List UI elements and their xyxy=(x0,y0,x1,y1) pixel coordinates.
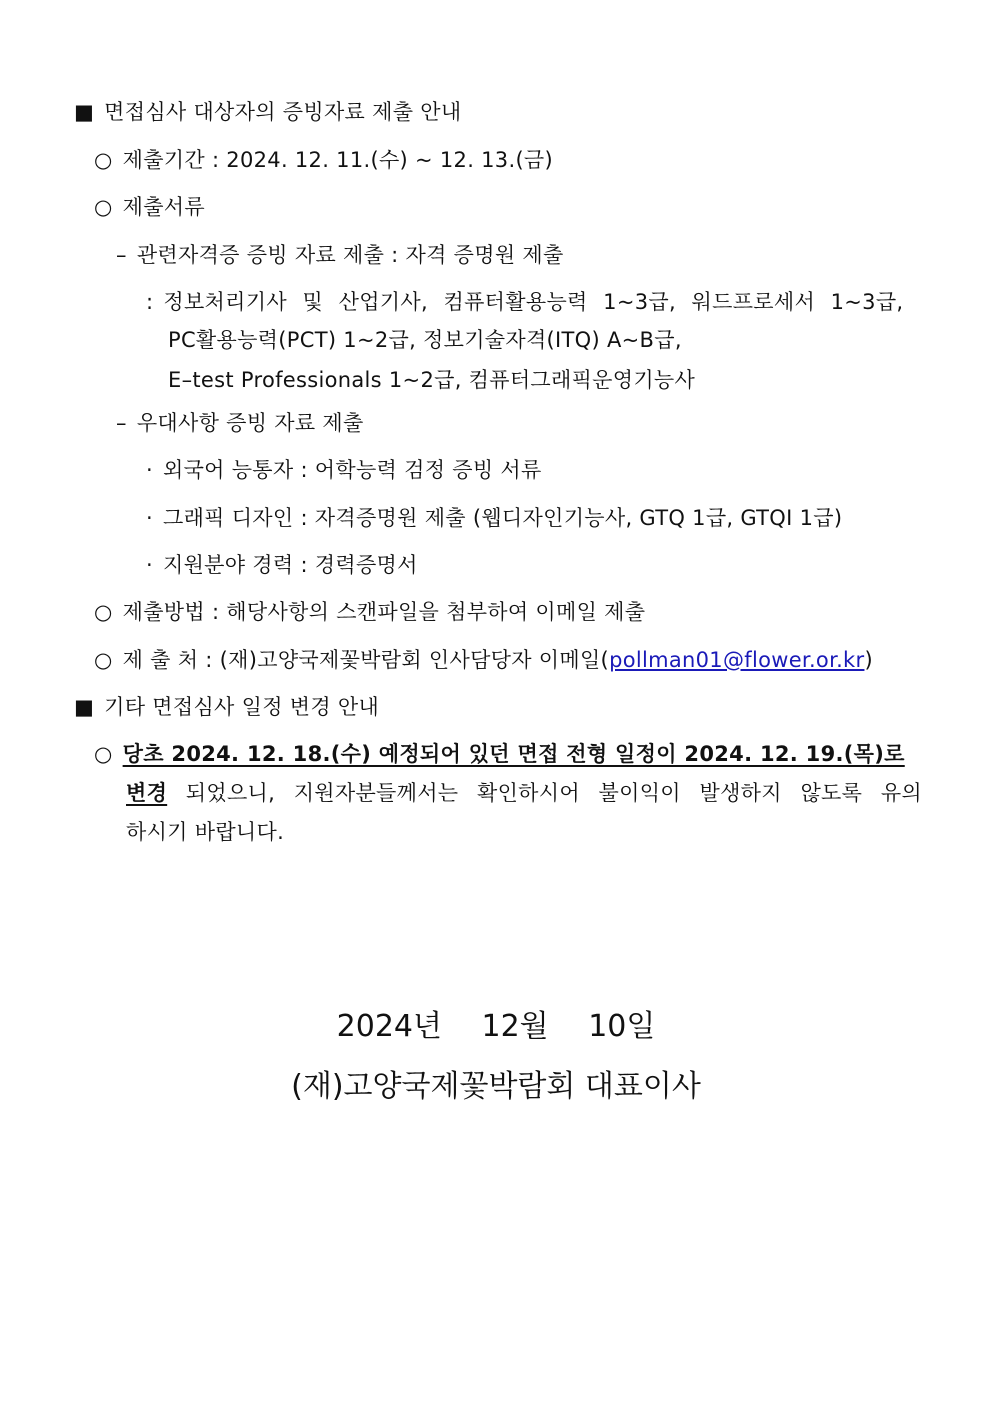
submission-documents-title: 제출서류 xyxy=(122,195,205,219)
submission-documents xyxy=(94,193,205,221)
notice-changed-word: 변경 xyxy=(126,781,168,805)
email-link[interactable]: pollman01@flower.or.kr xyxy=(609,648,865,672)
preference-documents xyxy=(116,409,364,437)
section1-title: 면접심사 대상자의 증빙자료 제출 안내 xyxy=(104,100,462,124)
notice-line3: 하시기 바랍니다. xyxy=(126,820,285,844)
submission-period-text: 제출기간 : 2024. 12. 11.(수) ~ 12. 13.(금) xyxy=(122,148,554,172)
preference-item xyxy=(146,551,418,579)
preference-item xyxy=(146,504,842,532)
certificate-list-line2: PC활용능력(PCT) 1~2급, 정보기술자격(ITQ) A~B급, xyxy=(168,328,682,352)
dot-bullet-icon: · xyxy=(146,506,153,530)
circle-bullet-icon: ○ xyxy=(94,600,113,624)
notice-line1: 당초 2024. 12. 18.(수) 예정되어 있던 면접 전형 일정이 2024. 12. 19.(목)로 xyxy=(122,742,905,766)
notice-line2 xyxy=(126,779,922,807)
colon-lead: : xyxy=(146,290,154,314)
submission-method-text: 제출방법 : 해당사항의 스캔파일을 첨부하여 이메일 제출 xyxy=(122,600,646,624)
preference-documents-title: 우대사항 증빙 자료 제출 xyxy=(136,411,364,435)
circle-bullet-icon: ○ xyxy=(94,148,113,172)
certificate-list-text1: 정보처리기사 및 산업기사, 컴퓨터활용능력 1~3급, 워드프로세서 1~3급, xyxy=(163,290,904,314)
destination-text-end: ) xyxy=(864,648,873,672)
related-certificates-title: 관련자격증 증빙 자료 제출 : 자격 증명원 제출 xyxy=(136,243,564,267)
section2-title: 기타 면접심사 일정 변경 안내 xyxy=(104,695,380,719)
certificate-list-line3: E–test Professionals 1~2급, 컴퓨터그래픽운영기능사 xyxy=(168,368,696,392)
notice-line2-text: 되었으니, 지원자분들께서는 확인하시어 불이익이 발생하지 않도록 유의 xyxy=(167,781,922,805)
square-bullet-icon: ■ xyxy=(74,695,95,719)
submission-destination xyxy=(94,646,873,674)
circle-bullet-icon: ○ xyxy=(94,195,113,219)
circle-bullet-icon: ○ xyxy=(94,648,113,672)
dash-bullet-icon: – xyxy=(116,243,127,267)
destination-text: 제 출 처 : (재)고양국제꽃박람회 인사담당자 이메일( xyxy=(122,648,610,672)
dot-bullet-icon: · xyxy=(146,553,153,577)
submission-method xyxy=(94,598,645,626)
schedule-change-notice xyxy=(94,740,905,768)
section2-heading xyxy=(74,693,379,721)
dash-bullet-icon: – xyxy=(116,411,127,435)
preference-item xyxy=(146,456,542,484)
submission-period xyxy=(94,146,553,174)
preference-item-text: 그래픽 디자인 : 자격증명원 제출 (웹디자인기능사, GTQ 1급, GTQI 1급) xyxy=(162,506,843,530)
certificate-list-line1 xyxy=(146,288,903,316)
preference-item-text: 외국어 능통자 : 어학능력 검정 증빙 서류 xyxy=(162,458,542,482)
section1-heading xyxy=(74,98,461,126)
square-bullet-icon: ■ xyxy=(74,100,95,124)
document-date: 2024년 12월 10일 xyxy=(336,1009,656,1044)
dot-bullet-icon: · xyxy=(146,458,153,482)
issuing-organization: (재)고양국제꽃박람회 대표이사 xyxy=(291,1069,701,1104)
related-certificates xyxy=(116,241,564,269)
circle-bullet-icon: ○ xyxy=(94,742,113,766)
preference-item-text: 지원분야 경력 : 경력증명서 xyxy=(162,553,418,577)
